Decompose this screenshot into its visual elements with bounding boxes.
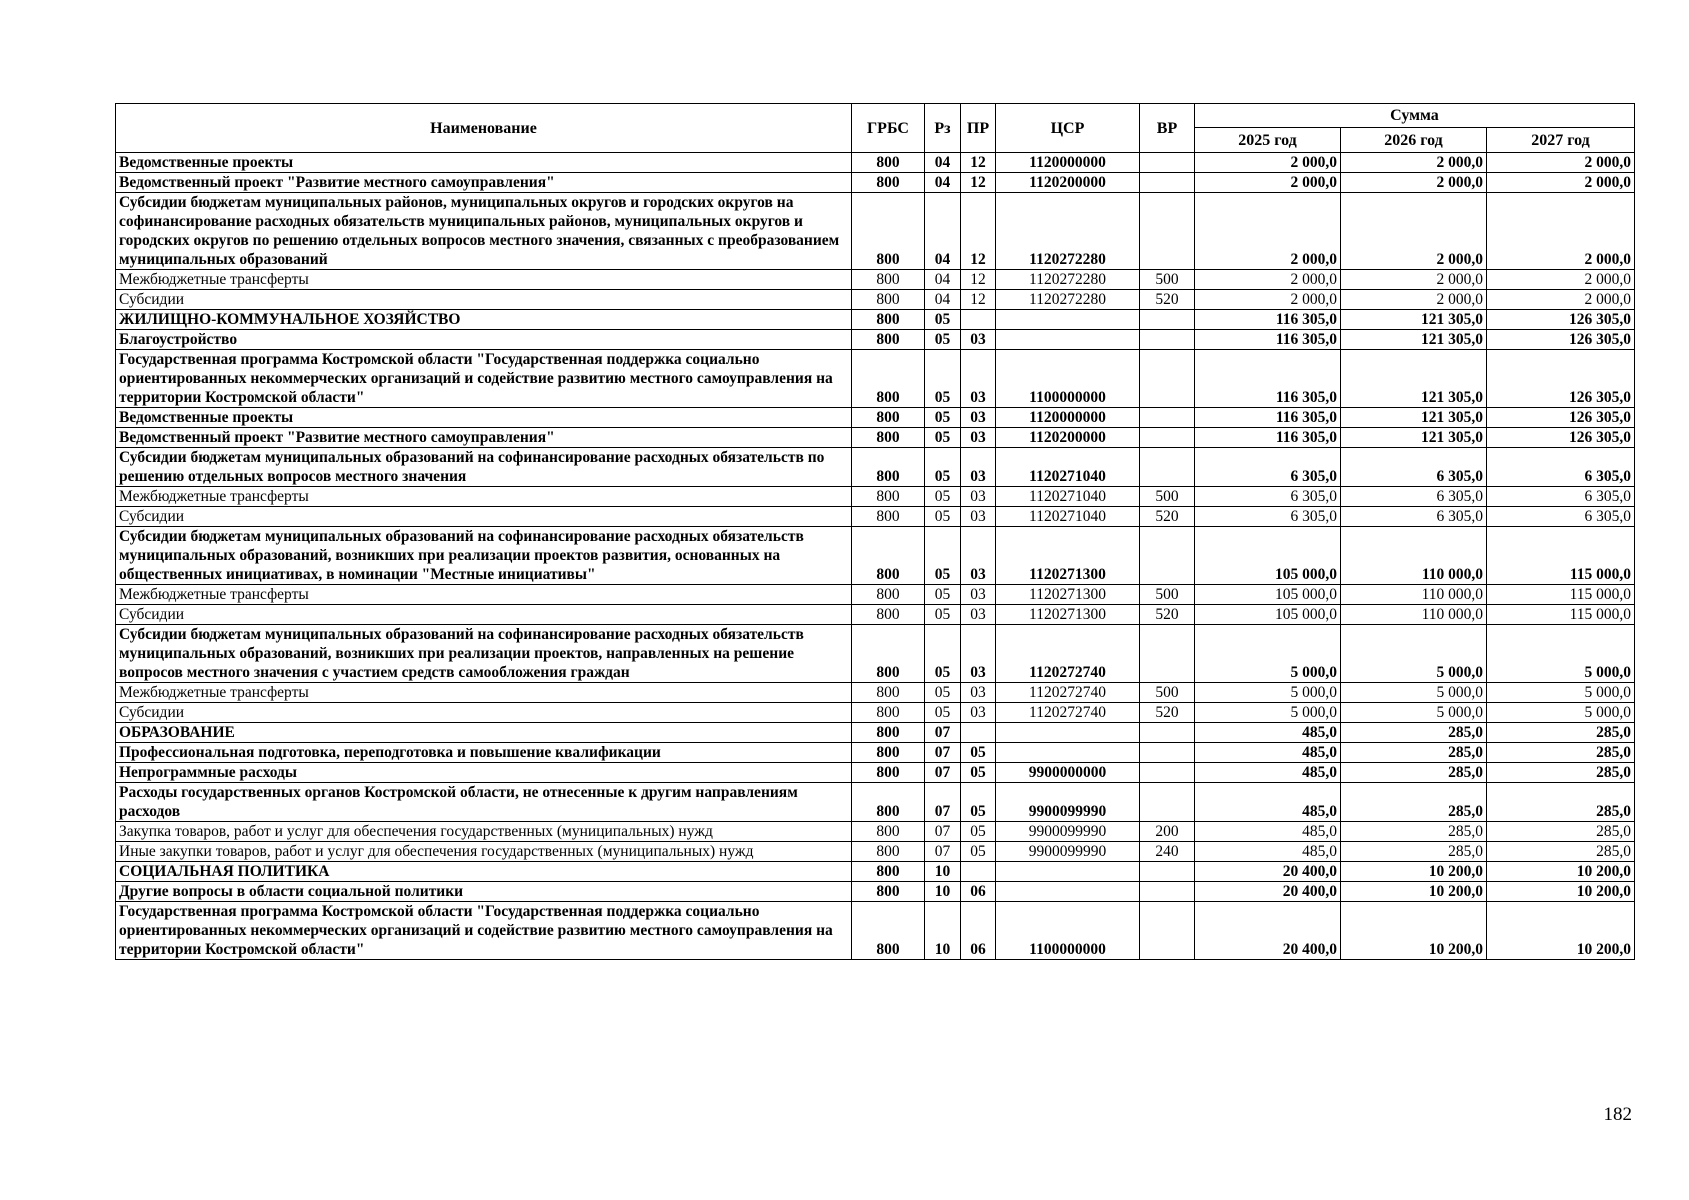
cell-sum-2025: 485,0: [1195, 783, 1341, 822]
cell-sum-2025: 116 305,0: [1195, 330, 1341, 350]
cell-sum-2025: 116 305,0: [1195, 350, 1341, 408]
cell-sum-2026: 121 305,0: [1341, 408, 1487, 428]
cell-rz: 05: [925, 527, 961, 585]
table-row: [116, 882, 1635, 902]
cell-vr: [1140, 173, 1195, 193]
table-row: [116, 842, 1635, 862]
cell-sum-2027: 2 000,0: [1487, 193, 1635, 270]
cell-sum-2027: 115 000,0: [1487, 605, 1635, 625]
cell-name: Ведомственные проекты: [116, 408, 852, 428]
header-pr: ПР: [961, 104, 996, 153]
cell-csr: [996, 862, 1140, 882]
cell-grbs: 800: [852, 882, 925, 902]
cell-sum-2025: 105 000,0: [1195, 605, 1341, 625]
cell-rz: 05: [925, 310, 961, 330]
cell-csr: 1120271300: [996, 527, 1140, 585]
cell-csr: 1120272740: [996, 683, 1140, 703]
cell-vr: 500: [1140, 270, 1195, 290]
cell-sum-2026: 2 000,0: [1341, 270, 1487, 290]
cell-sum-2027: 5 000,0: [1487, 683, 1635, 703]
cell-name: Субсидии бюджетам муниципальных районов, муниципальных округов и городских округов на софинансирование расходных обязательств муниципальных районов, муниципальных округов и городских округов по решению отдельных вопросов местного значения, связанных с преобразованием муниципальных образований: [116, 193, 852, 270]
table-row: [116, 527, 1635, 585]
cell-rz: 07: [925, 743, 961, 763]
cell-rz: 10: [925, 902, 961, 960]
cell-grbs: 800: [852, 408, 925, 428]
cell-sum-2026: 10 200,0: [1341, 902, 1487, 960]
cell-pr: 03: [961, 350, 996, 408]
cell-csr: 1120271040: [996, 448, 1140, 487]
table-row: [116, 507, 1635, 527]
cell-sum-2027: 2 000,0: [1487, 290, 1635, 310]
cell-name: ЖИЛИЩНО-КОММУНАЛЬНОЕ ХОЗЯЙСТВО: [116, 310, 852, 330]
header-name: Наименование: [116, 104, 852, 153]
table-row: [116, 173, 1635, 193]
table-row: [116, 153, 1635, 173]
cell-rz: 05: [925, 507, 961, 527]
cell-grbs: 800: [852, 448, 925, 487]
cell-csr: 1120271300: [996, 605, 1140, 625]
cell-sum-2027: 2 000,0: [1487, 270, 1635, 290]
cell-sum-2026: 110 000,0: [1341, 585, 1487, 605]
cell-pr: 03: [961, 330, 996, 350]
cell-sum-2026: 6 305,0: [1341, 487, 1487, 507]
cell-pr: 03: [961, 487, 996, 507]
cell-name: Ведомственный проект "Развитие местного самоуправления": [116, 428, 852, 448]
cell-name: Субсидии: [116, 290, 852, 310]
header-vr: ВР: [1140, 104, 1195, 153]
cell-sum-2025: 5 000,0: [1195, 703, 1341, 723]
table-row: [116, 683, 1635, 703]
cell-rz: 10: [925, 882, 961, 902]
cell-name: Ведомственный проект "Развитие местного самоуправления": [116, 173, 852, 193]
cell-pr: 03: [961, 683, 996, 703]
cell-pr: 12: [961, 173, 996, 193]
cell-rz: 05: [925, 585, 961, 605]
cell-grbs: 800: [852, 487, 925, 507]
cell-name: Профессиональная подготовка, переподготовка и повышение квалификации: [116, 743, 852, 763]
cell-vr: [1140, 193, 1195, 270]
cell-sum-2027: 126 305,0: [1487, 330, 1635, 350]
cell-rz: 05: [925, 487, 961, 507]
cell-sum-2025: 20 400,0: [1195, 862, 1341, 882]
cell-sum-2025: 20 400,0: [1195, 902, 1341, 960]
cell-grbs: 800: [852, 783, 925, 822]
table-row: [116, 783, 1635, 822]
cell-sum-2026: 285,0: [1341, 723, 1487, 743]
table-row: [116, 723, 1635, 743]
cell-vr: 520: [1140, 703, 1195, 723]
table-row: [116, 743, 1635, 763]
cell-sum-2027: 126 305,0: [1487, 408, 1635, 428]
cell-vr: [1140, 882, 1195, 902]
cell-sum-2025: 485,0: [1195, 763, 1341, 783]
cell-sum-2025: 6 305,0: [1195, 507, 1341, 527]
table-row: [116, 448, 1635, 487]
table-row: [116, 625, 1635, 683]
cell-vr: 500: [1140, 487, 1195, 507]
cell-rz: 05: [925, 350, 961, 408]
cell-grbs: 800: [852, 330, 925, 350]
cell-pr: 05: [961, 763, 996, 783]
cell-pr: 06: [961, 902, 996, 960]
table-row: [116, 270, 1635, 290]
cell-vr: [1140, 428, 1195, 448]
cell-csr: 9900000000: [996, 763, 1140, 783]
cell-sum-2025: 485,0: [1195, 743, 1341, 763]
cell-vr: [1140, 350, 1195, 408]
cell-sum-2027: 115 000,0: [1487, 585, 1635, 605]
table-row: [116, 408, 1635, 428]
cell-grbs: 800: [852, 723, 925, 743]
cell-vr: [1140, 625, 1195, 683]
cell-sum-2026: 121 305,0: [1341, 330, 1487, 350]
cell-sum-2025: 2 000,0: [1195, 290, 1341, 310]
cell-vr: 500: [1140, 683, 1195, 703]
cell-sum-2027: 285,0: [1487, 723, 1635, 743]
table-row: [116, 763, 1635, 783]
cell-rz: 04: [925, 193, 961, 270]
cell-csr: 1120200000: [996, 173, 1140, 193]
cell-vr: [1140, 723, 1195, 743]
cell-sum-2027: 285,0: [1487, 783, 1635, 822]
cell-csr: 1120271040: [996, 487, 1140, 507]
cell-csr: 1120272740: [996, 625, 1140, 683]
cell-sum-2025: 2 000,0: [1195, 173, 1341, 193]
cell-pr: [961, 310, 996, 330]
cell-name: Государственная программа Костромской области "Государственная поддержка социально ориентированных некоммерческих организаций и содействие развитию местного самоуправления на территории Костромской области": [116, 902, 852, 960]
cell-csr: 1120272280: [996, 270, 1140, 290]
cell-name: Субсидии бюджетам муниципальных образований на софинансирование расходных обязательств муниципальных образований, возникших при реализации проектов развития, основанных на общественных инициативах, в номинации "Местные инициативы": [116, 527, 852, 585]
cell-name: Закупка товаров, работ и услуг для обеспечения государственных (муниципальных) нужд: [116, 822, 852, 842]
cell-rz: 05: [925, 330, 961, 350]
cell-rz: 07: [925, 842, 961, 862]
cell-sum-2027: 6 305,0: [1487, 487, 1635, 507]
table-body: [116, 153, 1635, 960]
cell-sum-2025: 5 000,0: [1195, 683, 1341, 703]
cell-sum-2026: 10 200,0: [1341, 862, 1487, 882]
header-grbs: ГРБС: [852, 104, 925, 153]
cell-name: Субсидии: [116, 605, 852, 625]
cell-vr: [1140, 763, 1195, 783]
cell-sum-2026: 2 000,0: [1341, 290, 1487, 310]
header-year-2027: 2027 год: [1487, 128, 1635, 153]
cell-sum-2026: 10 200,0: [1341, 882, 1487, 902]
cell-sum-2026: 2 000,0: [1341, 153, 1487, 173]
cell-rz: 04: [925, 173, 961, 193]
header-sum: Сумма: [1195, 104, 1635, 128]
budget-table: [115, 103, 1635, 960]
cell-sum-2026: 121 305,0: [1341, 428, 1487, 448]
cell-sum-2025: 485,0: [1195, 842, 1341, 862]
cell-vr: [1140, 408, 1195, 428]
cell-csr: [996, 882, 1140, 902]
cell-grbs: 800: [852, 585, 925, 605]
cell-pr: 03: [961, 428, 996, 448]
cell-pr: 12: [961, 153, 996, 173]
cell-sum-2026: 2 000,0: [1341, 193, 1487, 270]
cell-rz: 07: [925, 763, 961, 783]
cell-rz: 05: [925, 408, 961, 428]
cell-pr: 03: [961, 408, 996, 428]
cell-sum-2027: 5 000,0: [1487, 625, 1635, 683]
cell-pr: 03: [961, 625, 996, 683]
cell-pr: 12: [961, 270, 996, 290]
cell-sum-2027: 126 305,0: [1487, 428, 1635, 448]
cell-pr: 06: [961, 882, 996, 902]
cell-csr: 1100000000: [996, 350, 1140, 408]
cell-vr: [1140, 310, 1195, 330]
cell-name: Расходы государственных органов Костромской области, не отнесенные к другим направлениям расходов: [116, 783, 852, 822]
cell-name: Другие вопросы в области социальной политики: [116, 882, 852, 902]
cell-grbs: 800: [852, 507, 925, 527]
cell-sum-2027: 2 000,0: [1487, 153, 1635, 173]
cell-sum-2025: 20 400,0: [1195, 882, 1341, 902]
cell-name: Субсидии: [116, 507, 852, 527]
cell-pr: 03: [961, 605, 996, 625]
cell-vr: [1140, 902, 1195, 960]
header-year-2026: 2026 год: [1341, 128, 1487, 153]
cell-sum-2026: 5 000,0: [1341, 703, 1487, 723]
cell-sum-2026: 285,0: [1341, 842, 1487, 862]
cell-grbs: 800: [852, 605, 925, 625]
cell-sum-2026: 110 000,0: [1341, 605, 1487, 625]
cell-pr: 03: [961, 585, 996, 605]
table-row: [116, 822, 1635, 842]
cell-sum-2027: 6 305,0: [1487, 448, 1635, 487]
cell-sum-2027: 285,0: [1487, 743, 1635, 763]
cell-sum-2027: 285,0: [1487, 842, 1635, 862]
cell-grbs: 800: [852, 428, 925, 448]
cell-grbs: 800: [852, 842, 925, 862]
cell-name: Иные закупки товаров, работ и услуг для обеспечения государственных (муниципальных) нужд: [116, 842, 852, 862]
header-year-2025: 2025 год: [1195, 128, 1341, 153]
cell-sum-2026: 6 305,0: [1341, 448, 1487, 487]
cell-csr: [996, 330, 1140, 350]
cell-rz: 07: [925, 822, 961, 842]
table-row: [116, 350, 1635, 408]
cell-csr: 9900099990: [996, 842, 1140, 862]
cell-vr: 520: [1140, 507, 1195, 527]
cell-sum-2025: 6 305,0: [1195, 487, 1341, 507]
cell-csr: 1120000000: [996, 408, 1140, 428]
cell-grbs: 800: [852, 290, 925, 310]
cell-sum-2026: 6 305,0: [1341, 507, 1487, 527]
table-row: [116, 193, 1635, 270]
cell-sum-2025: 116 305,0: [1195, 408, 1341, 428]
cell-sum-2025: 116 305,0: [1195, 310, 1341, 330]
cell-csr: 1100000000: [996, 902, 1140, 960]
cell-sum-2027: 10 200,0: [1487, 862, 1635, 882]
cell-sum-2027: 2 000,0: [1487, 173, 1635, 193]
table-row: [116, 310, 1635, 330]
cell-sum-2027: 126 305,0: [1487, 310, 1635, 330]
cell-rz: 04: [925, 290, 961, 310]
cell-name: Субсидии бюджетам муниципальных образований на софинансирование расходных обязательств муниципальных образований, возникших при реализации проектов, направленных на решение вопросов местного значения с участием средств самообложения граждан: [116, 625, 852, 683]
cell-grbs: 800: [852, 822, 925, 842]
cell-rz: 04: [925, 153, 961, 173]
cell-sum-2025: 2 000,0: [1195, 153, 1341, 173]
cell-grbs: 800: [852, 763, 925, 783]
cell-pr: 12: [961, 193, 996, 270]
cell-csr: 1120272280: [996, 290, 1140, 310]
cell-sum-2027: 285,0: [1487, 763, 1635, 783]
cell-sum-2026: 2 000,0: [1341, 173, 1487, 193]
cell-grbs: 800: [852, 350, 925, 408]
cell-pr: 03: [961, 527, 996, 585]
cell-sum-2025: 485,0: [1195, 723, 1341, 743]
cell-vr: [1140, 743, 1195, 763]
cell-rz: 05: [925, 428, 961, 448]
cell-sum-2027: 10 200,0: [1487, 882, 1635, 902]
cell-pr: 05: [961, 783, 996, 822]
table-row: [116, 428, 1635, 448]
cell-name: Межбюджетные трансферты: [116, 585, 852, 605]
cell-pr: 05: [961, 743, 996, 763]
cell-sum-2025: 485,0: [1195, 822, 1341, 842]
cell-rz: 05: [925, 448, 961, 487]
cell-csr: 1120200000: [996, 428, 1140, 448]
cell-csr: 1120272280: [996, 193, 1140, 270]
cell-sum-2025: 2 000,0: [1195, 193, 1341, 270]
cell-vr: [1140, 153, 1195, 173]
table-row: [116, 902, 1635, 960]
cell-sum-2026: 110 000,0: [1341, 527, 1487, 585]
cell-grbs: 800: [852, 743, 925, 763]
cell-name: Государственная программа Костромской области "Государственная поддержка социально ориентированных некоммерческих организаций и содействие развитию местного самоуправления на территории Костромской области": [116, 350, 852, 408]
cell-rz: 05: [925, 625, 961, 683]
cell-csr: 1120271040: [996, 507, 1140, 527]
cell-csr: 1120000000: [996, 153, 1140, 173]
cell-grbs: 800: [852, 173, 925, 193]
cell-vr: 200: [1140, 822, 1195, 842]
cell-csr: 9900099990: [996, 783, 1140, 822]
cell-name: Межбюджетные трансферты: [116, 487, 852, 507]
cell-pr: [961, 723, 996, 743]
cell-sum-2025: 105 000,0: [1195, 527, 1341, 585]
cell-name: ОБРАЗОВАНИЕ: [116, 723, 852, 743]
cell-grbs: 800: [852, 153, 925, 173]
cell-name: Межбюджетные трансферты: [116, 683, 852, 703]
cell-grbs: 800: [852, 527, 925, 585]
table-row: [116, 605, 1635, 625]
cell-rz: 10: [925, 862, 961, 882]
cell-name: Субсидии бюджетам муниципальных образований на софинансирование расходных обязательств по решению отдельных вопросов местного значения: [116, 448, 852, 487]
cell-rz: 07: [925, 783, 961, 822]
cell-vr: 500: [1140, 585, 1195, 605]
cell-sum-2027: 10 200,0: [1487, 902, 1635, 960]
cell-vr: 240: [1140, 842, 1195, 862]
cell-vr: 520: [1140, 605, 1195, 625]
header-csr: ЦСР: [996, 104, 1140, 153]
cell-name: Субсидии: [116, 703, 852, 723]
cell-name: СОЦИАЛЬНАЯ ПОЛИТИКА: [116, 862, 852, 882]
table-row: [116, 290, 1635, 310]
cell-sum-2025: 116 305,0: [1195, 428, 1341, 448]
cell-csr: [996, 723, 1140, 743]
table-row: [116, 862, 1635, 882]
cell-csr: [996, 310, 1140, 330]
cell-sum-2027: 5 000,0: [1487, 703, 1635, 723]
cell-csr: 1120271300: [996, 585, 1140, 605]
cell-csr: 1120272740: [996, 703, 1140, 723]
cell-sum-2027: 285,0: [1487, 822, 1635, 842]
cell-rz: 04: [925, 270, 961, 290]
cell-name: Межбюджетные трансферты: [116, 270, 852, 290]
table-row: [116, 330, 1635, 350]
cell-grbs: 800: [852, 683, 925, 703]
cell-csr: [996, 743, 1140, 763]
cell-pr: [961, 862, 996, 882]
page-number: 182: [1603, 1104, 1632, 1125]
cell-pr: 03: [961, 703, 996, 723]
cell-sum-2027: 126 305,0: [1487, 350, 1635, 408]
cell-sum-2025: 6 305,0: [1195, 448, 1341, 487]
cell-rz: 05: [925, 605, 961, 625]
cell-vr: [1140, 862, 1195, 882]
cell-grbs: 800: [852, 862, 925, 882]
cell-csr: 9900099990: [996, 822, 1140, 842]
cell-grbs: 800: [852, 625, 925, 683]
cell-vr: [1140, 783, 1195, 822]
cell-name: Благоустройство: [116, 330, 852, 350]
cell-sum-2027: 6 305,0: [1487, 507, 1635, 527]
cell-grbs: 800: [852, 193, 925, 270]
table-header: [116, 104, 1635, 153]
cell-vr: [1140, 527, 1195, 585]
cell-rz: 05: [925, 683, 961, 703]
cell-pr: 03: [961, 448, 996, 487]
cell-grbs: 800: [852, 270, 925, 290]
cell-rz: 07: [925, 723, 961, 743]
cell-vr: [1140, 330, 1195, 350]
cell-pr: 05: [961, 842, 996, 862]
cell-sum-2025: 105 000,0: [1195, 585, 1341, 605]
cell-sum-2026: 5 000,0: [1341, 625, 1487, 683]
cell-sum-2026: 285,0: [1341, 743, 1487, 763]
cell-grbs: 800: [852, 310, 925, 330]
table-row: [116, 703, 1635, 723]
cell-name: Непрограммные расходы: [116, 763, 852, 783]
cell-sum-2026: 285,0: [1341, 763, 1487, 783]
cell-vr: 520: [1140, 290, 1195, 310]
cell-vr: [1140, 448, 1195, 487]
table-row: [116, 585, 1635, 605]
cell-sum-2027: 115 000,0: [1487, 527, 1635, 585]
cell-grbs: 800: [852, 703, 925, 723]
cell-sum-2025: 5 000,0: [1195, 625, 1341, 683]
cell-sum-2026: 5 000,0: [1341, 683, 1487, 703]
cell-rz: 05: [925, 703, 961, 723]
cell-sum-2026: 121 305,0: [1341, 310, 1487, 330]
cell-sum-2026: 121 305,0: [1341, 350, 1487, 408]
cell-pr: 12: [961, 290, 996, 310]
cell-name: Ведомственные проекты: [116, 153, 852, 173]
cell-sum-2026: 285,0: [1341, 822, 1487, 842]
cell-sum-2026: 285,0: [1341, 783, 1487, 822]
cell-sum-2025: 2 000,0: [1195, 270, 1341, 290]
cell-grbs: 800: [852, 902, 925, 960]
cell-pr: 05: [961, 822, 996, 842]
cell-pr: 03: [961, 507, 996, 527]
header-rz: Рз: [925, 104, 961, 153]
table-row: [116, 487, 1635, 507]
